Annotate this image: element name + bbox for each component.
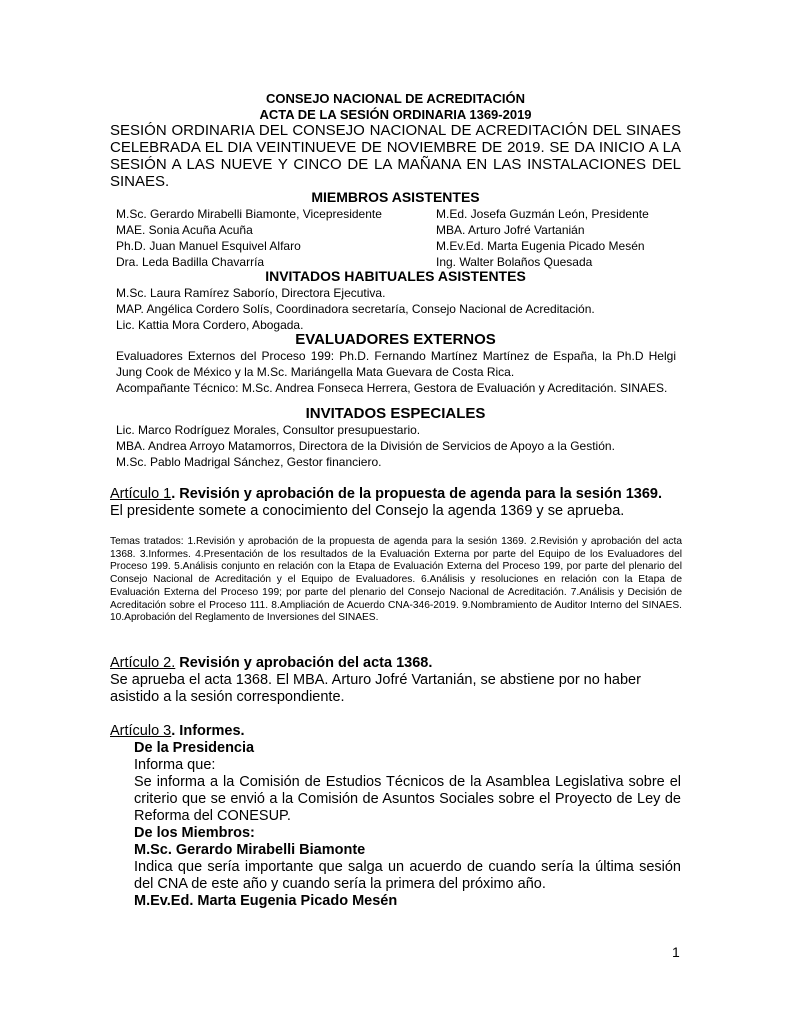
members-subheading: De los Miembros: [134,825,255,841]
article-1-heading [110,486,681,503]
member-name: MBA. Arturo Jofré Vartanián [436,223,585,237]
member-name: Ing. Walter Bolaños Quesada [436,255,593,269]
member-name: M.Sc. Gerardo Mirabelli Biamonte, Vicepresidente [116,207,382,221]
external-evaluators-text: Evaluadores Externos del Proceso 199: Ph.D. Fernando Martínez Martínez de España, la Ph.D Helgi Jung Cook de México y la M.Sc. Mariángella Mata Guevara de Costa Rica. [116,349,676,379]
members-row [116,238,676,254]
special-guests-list [116,422,676,470]
member-2-name: M.Ev.Ed. Marta Eugenia Picado Mesén [134,893,398,909]
article-2-body: Se aprueba el acta 1368. El MBA. Arturo Jofré Vartanián, se abstiene por no haber asistido a la sesión correspondiente. [110,672,641,705]
members-row [116,222,676,238]
member-name: Ph.D. Juan Manuel Esquivel Alfaro [116,239,301,253]
habitual-guests-heading: INVITADOS HABITUALES ASISTENTES [265,268,526,284]
member-name: M.Ev.Ed. Marta Eugenia Picado Mesén [436,239,645,253]
article-3-heading [110,723,681,740]
list-item: M.Sc. Laura Ramírez Saborío, Directora Ejecutiva. [116,286,386,300]
page-number: 1 [672,944,680,960]
member-name: M.Ed. Josefa Guzmán León, Presidente [436,207,649,221]
article-1-body: El presidente somete a conocimiento del Consejo la agenda 1369 y se aprueba. [110,503,625,519]
council-title: CONSEJO NACIONAL DE ACREDITACIÓN [265,91,526,106]
member-1-name: M.Sc. Gerardo Mirabelli Biamonte [134,842,366,858]
presidency-subheading: De la Presidencia [134,740,255,756]
list-item: M.Sc. Pablo Madrigal Sánchez, Gestor financiero. [116,455,382,469]
list-item: Lic. Kattia Mora Cordero, Abogada. [116,318,304,332]
article-3-title: . Informes. [171,723,245,739]
article-2-heading [110,655,681,672]
special-guests-heading: INVITADOS ESPECIALES [305,405,486,422]
informs-label: Informa que: [134,757,216,773]
session-intro: SESIÓN ORDINARIA DEL CONSEJO NACIONAL DE ACREDITACIÓN DEL SINAES CELEBRADA EL DIA VEINTINUEVE DE NOVIEMBRE DE 2019. SE DA INICIO A LA SESIÓN A LAS NUEVE Y CINCO DE LA MAÑANA EN LAS INSTALACIONES DEL SINAES. [110,122,681,190]
members-heading: MIEMBROS ASISTENTES [311,189,480,205]
article-1-title: . Revisión y aprobación de la propuesta de agenda para la sesión 1369. [171,486,663,502]
list-item: MAP. Angélica Cordero Solís, Coordinadora secretaría, Consejo Nacional de Acreditación. [116,302,595,316]
article-2-title: Revisión y aprobación del acta 1368. [175,655,433,671]
members-row [116,206,676,222]
members-list [116,206,676,270]
presidency-report: Se informa a la Comisión de Estudios Técnicos de la Asamblea Legislativa sobre el criterio que se envió a la Comisión de Asuntos Sociales sobre el Proyecto de Ley de Reforma del CONESUP. [134,774,681,824]
technical-companion-text: Acompañante Técnico: M.Sc. Andrea Fonseca Herrera, Gestora de Evaluación y Acreditación. SINAES. [116,381,668,395]
member-1-report: Indica que sería importante que salga un acuerdo de cuando sería la última sesión del CNA de este año y cuando sería la primera del próximo año. [134,859,681,892]
topics-discussed: Temas tratados: 1.Revisión y aprobación de la propuesta de agenda para la sesión 1369. 2.Revisión y aprobación del acta 1368. 3.Informes. 4.Presentación de los resultados de la Evaluación Externa por parte del Equipo de los Evaluadores del Proceso 199. 5.Análisis conjunto en relación con la Etapa de Evaluación Externa del Proceso 199, por parte del plenario del Consejo Nacional de Acreditación y el Equipo de Evaluadores. 6.Análisis y resoluciones en relación con la Etapa de Evaluación Externa del Proceso 199; por parte del plenario del Consejo Nacional de Acreditación. 7.Análisis y Decisión de Acreditación sobre el Proceso 111. 8.Ampliación de Acuerdo CNA-346-2019. 9.Nombramiento de Auditor Interno del SINAES. 10.Aprobación del Reglamento de Inversiones del SINAES. [110,536,682,624]
list-item: Lic. Marco Rodríguez Morales, Consultor presupuestario. [116,423,421,437]
session-title: ACTA DE LA SESIÓN ORDINARIA 1369-2019 [259,107,532,122]
habitual-guests-list [116,285,676,333]
list-item: MBA. Andrea Arroyo Matamorros, Directora de la División de Servicios de Apoyo a la Gestión. [116,439,615,453]
member-name: MAE. Sonia Acuña Acuña [116,223,253,237]
external-evaluators-heading: EVALUADORES EXTERNOS [295,331,496,348]
article-2-label: Artículo 2. [110,655,176,671]
article-1-label: Artículo 1 [110,486,172,502]
member-name: Dra. Leda Badilla Chavarría [116,255,265,269]
article-3-label: Artículo 3 [110,723,172,739]
